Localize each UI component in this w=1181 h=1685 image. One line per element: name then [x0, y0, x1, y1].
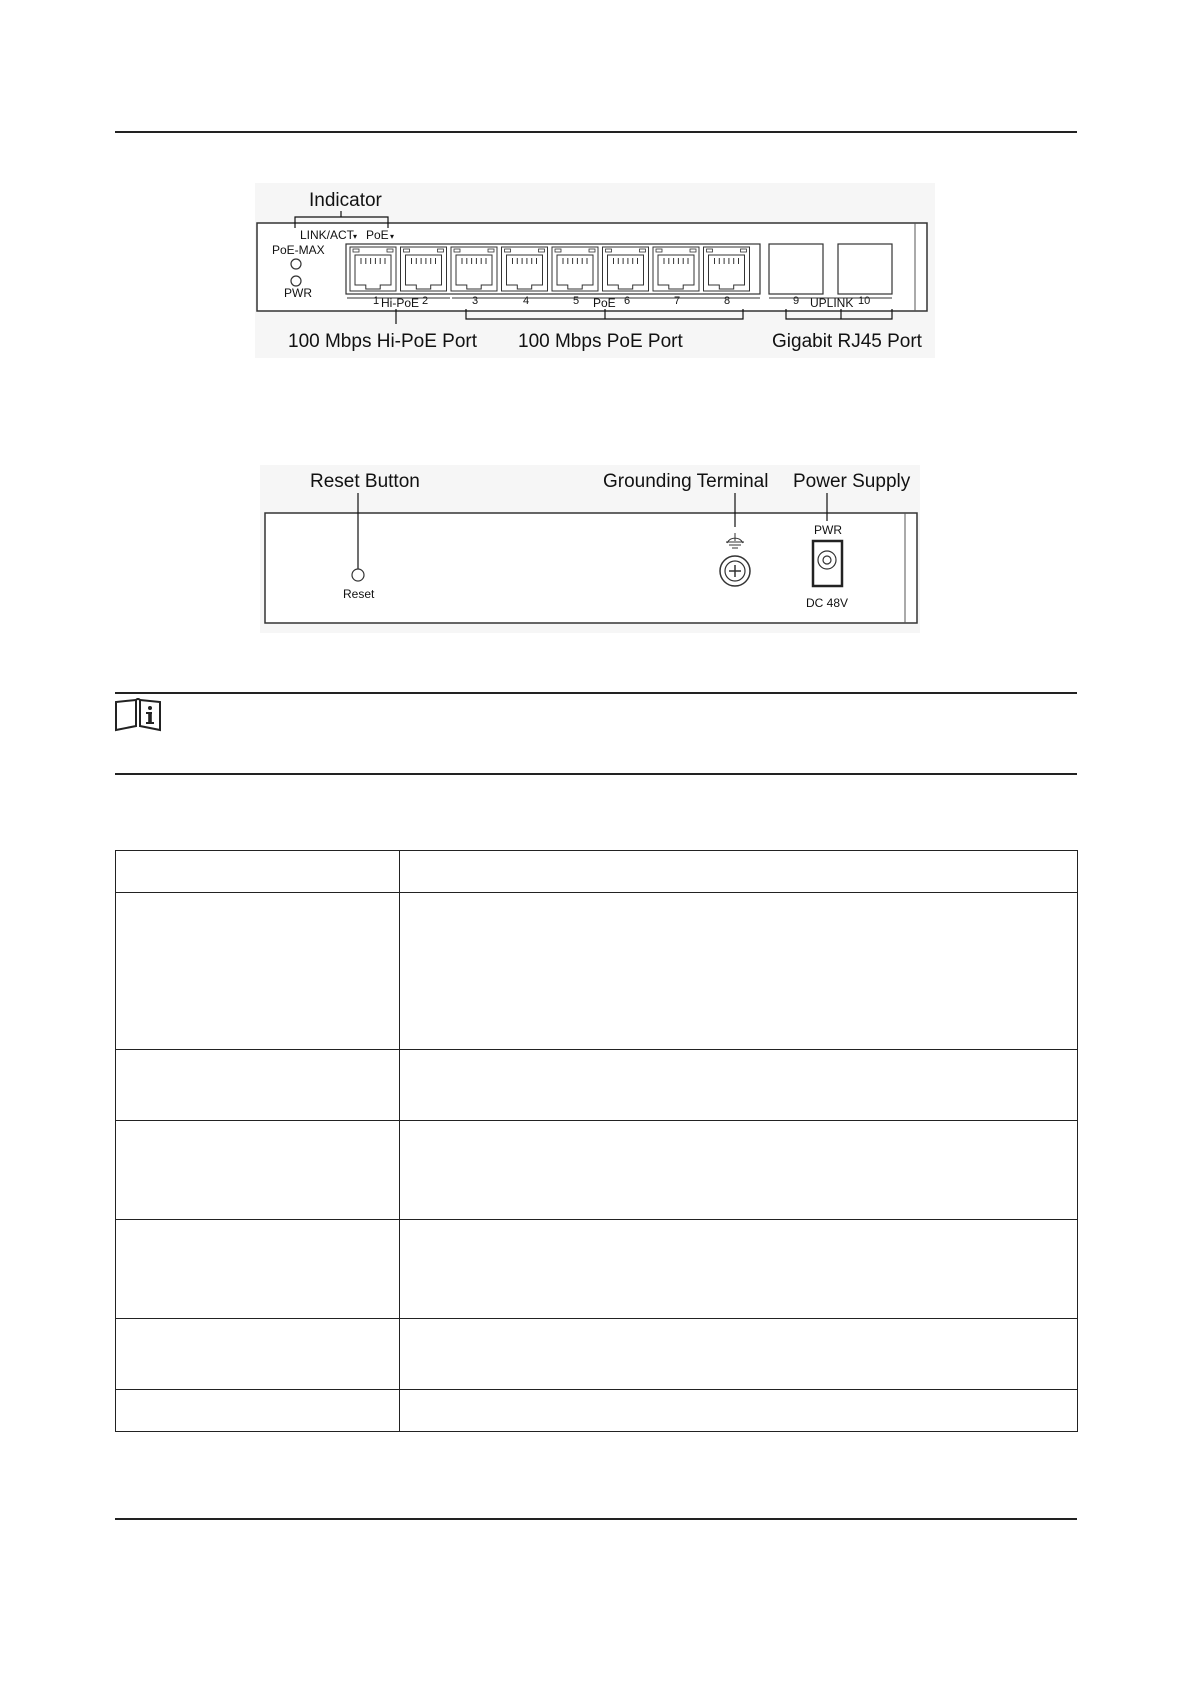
rj45-port-4 — [502, 247, 548, 291]
table-cell — [400, 1220, 1078, 1319]
rj45-port-8 — [704, 247, 750, 291]
table-cell — [116, 1390, 400, 1432]
table-cell — [400, 1121, 1078, 1220]
port-number-4: 4 — [523, 295, 530, 307]
rj45-port-5 — [552, 247, 598, 291]
footer-rule — [115, 1518, 1077, 1520]
table-cell — [116, 1319, 400, 1390]
table-cell — [116, 1121, 400, 1220]
table-cell — [400, 1050, 1078, 1121]
table-cell — [400, 851, 1078, 893]
caption-gigabit-port: Gigabit RJ45 Port — [772, 331, 922, 352]
poe-max-label: PoE-MAX — [272, 243, 325, 257]
reset-label: Reset — [343, 587, 375, 601]
reset-button-label: Reset Button — [310, 471, 420, 492]
port-number-1: 1 — [373, 295, 380, 307]
table-row — [116, 1050, 1078, 1121]
port-number-7: 7 — [674, 295, 681, 307]
table-cell — [400, 1319, 1078, 1390]
port-number-9: 9 — [793, 295, 800, 307]
spec-table — [115, 850, 1078, 1432]
group-hi-poe-label: Hi-PoE — [381, 296, 420, 310]
rj45-port-7 — [653, 247, 699, 291]
table-cell — [116, 893, 400, 1050]
port-number-3: 3 — [472, 295, 479, 307]
dc-jack-icon — [813, 541, 842, 586]
grounding-terminal-label: Grounding Terminal — [603, 471, 769, 492]
dc-voltage-label: DC 48V — [806, 596, 849, 610]
table-row — [116, 1220, 1078, 1319]
svg-text:▾: ▾ — [390, 232, 395, 241]
grounding-screw-icon — [720, 556, 750, 586]
rj45-port-6 — [603, 247, 649, 291]
table-cell — [400, 893, 1078, 1050]
table-cell — [116, 851, 400, 893]
table-cell — [116, 1220, 400, 1319]
rj45-port-3 — [451, 247, 497, 291]
svg-text:▾: ▾ — [353, 232, 358, 241]
rj45-port-1 — [350, 247, 396, 291]
link-act-label: LINK/ACT — [300, 228, 355, 242]
table-row — [116, 1121, 1078, 1220]
table-cell — [400, 1390, 1078, 1432]
caption-hi-poe-port: 100 Mbps Hi-PoE Port — [288, 331, 478, 352]
group-uplink-label: UPLINK — [810, 296, 854, 310]
rear-panel-figure — [260, 465, 920, 633]
header-rule — [115, 131, 1077, 133]
table-row — [116, 1319, 1078, 1390]
note-bottom-rule — [115, 773, 1077, 775]
table-cell — [116, 1050, 400, 1121]
port-number-6: 6 — [624, 295, 631, 307]
pwr-front-label: PWR — [284, 286, 312, 300]
rj45-port-2 — [401, 247, 447, 291]
poe-indicator-label: PoE — [366, 228, 389, 242]
info-book-icon — [114, 698, 162, 732]
pwr-rear-label: PWR — [814, 523, 842, 537]
group-poe-label: PoE — [593, 296, 616, 310]
port-number-5: 5 — [573, 295, 580, 307]
note-top-rule — [115, 692, 1077, 694]
caption-poe-port: 100 Mbps PoE Port — [518, 331, 683, 352]
port-number-10: 10 — [858, 295, 871, 307]
port-number-8: 8 — [724, 295, 731, 307]
port-number-2: 2 — [422, 295, 429, 307]
indicator-label: Indicator — [309, 190, 382, 211]
table-row — [116, 1390, 1078, 1432]
power-supply-label: Power Supply — [793, 471, 911, 492]
front-panel-figure — [255, 183, 935, 358]
table-row — [116, 851, 1078, 893]
table-row — [116, 893, 1078, 1050]
